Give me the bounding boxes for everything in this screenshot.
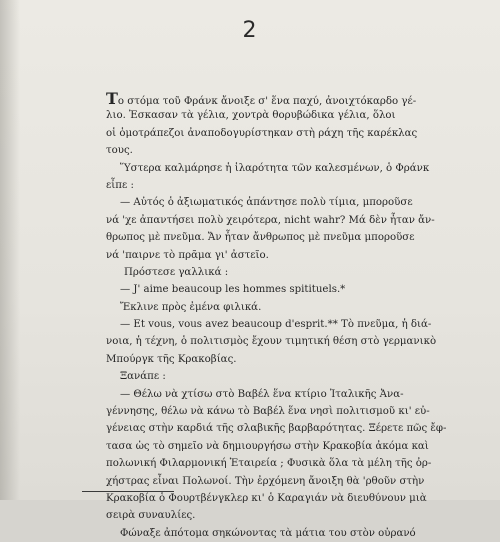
text-line-11: Πρόστεσε γαλλικά : — [124, 266, 229, 278]
text-line-14: — Et vous, vous avez beaucoup d'esprit.** Τὸ πνεῦμα, ἡ διά- — [120, 319, 432, 331]
drop-cap: Τ — [106, 89, 118, 108]
text-line-6: εἶπε : — [106, 179, 134, 191]
text-line-16: Μπούργκ τῆς Κρακοβίας. — [106, 353, 237, 365]
body-text — [106, 90, 446, 542]
text-line-21: τασα ὡς τὸ σημεῖο νὰ δημιουργήσω στὴν Κρακοβία ἀκόμα καὶ — [106, 440, 429, 452]
text-line-4: τους. — [106, 145, 133, 157]
text-line-20: γένειας στὴν καρδιά τῆς σλαβικῆς βαρβαρότητας. Ξέρετε πῶς ἔφ- — [106, 423, 447, 435]
text-line-8: νά 'χε ἀπαντήσει πολὺ χειρότερα, nicht wahr? Μά δὲν ἦταν ἄν- — [106, 214, 435, 226]
text-line-23: χήστρας εἶναι Πολωνοί. Τὴν ἐρχόμενη ἄνοιξη θὰ 'ρθοῦν στὴν — [106, 475, 425, 487]
text-line-10: νά 'παιρνε τὸ πρᾶμα γι' ἀστεῖο. — [106, 249, 269, 261]
text-line-26: Φώναξε ἀπότομα σηκώνοντας τὰ μάτια του στὸν οὐρανό — [120, 527, 416, 539]
text-line-15: νοια, ἡ τέχνη, ὁ πολιτισμὸς ἔχουν τιμητική θέση στὸ γερμανικὸ — [106, 336, 437, 348]
text-line-7: — Αὐτός ὁ ἀξιωματικός ἀπάντησε πολὺ τίμια, μποροῦσε — [120, 197, 413, 209]
text-line-1: Το στόμα τοῦ Φράνκ ἄνοιξε σ' ἕνα παχύ, ἀνοιχτόκαρδο γέ- — [106, 89, 417, 108]
text-line-22: πολωνική Φιλαρμονική Ἑταιρεία ; Φυσικὰ ὅλα τὰ μέλη τῆς ὀρ- — [106, 458, 432, 470]
text-line-18: — Θέλω νὰ χτίσω στὸ Βαβέλ ἕνα κτίριο Ἰταλικῆς Ἀνα- — [120, 388, 404, 400]
text-line-24: Κρακοβία ὁ Φουρτβένγκλερ κι' ὁ Καραγιάν νὰ διευθύνουν μιὰ — [106, 492, 427, 504]
text-line-3: οἱ ὁμοτράπεζοι ἀναποδογυρίστηκαν στὴ ράχη τῆς καρέκλας — [106, 127, 418, 139]
text-line-13: Ἔκλινε πρὸς ἐμένα φιλικά. — [120, 301, 262, 313]
chapter-number: 2 — [242, 18, 258, 43]
text-line-19: γέννησης, θέλω νὰ κάνω τὸ Βαβέλ ἕνα νησὶ πολιτισμοῦ κι' εὐ- — [106, 406, 430, 418]
footnote-divider — [82, 491, 174, 492]
page-gutter-shadow — [0, 0, 20, 500]
text-line-9: θρωπος μὲ πνεῦμα. Ἄν ἦταν ἄνθρωπος μὲ πνεῦμα μποροῦσε — [106, 232, 415, 244]
text-line-2: λιο. Ἐσκασαν τὰ γέλια, χοντρὰ θορυβώδικα γέλια, ὅλοι — [106, 110, 396, 122]
text-line-17: Ξανάπε : — [120, 371, 166, 383]
text-line-5: Ὕστερα καλμάρησε ἡ ἱλαρότητα τῶν καλεσμένων, ὁ Φράνκ — [120, 162, 430, 174]
text-line-25: σειρὰ συναυλίες. — [106, 510, 196, 522]
text-line-12: — J' aime beaucoup les hommes spitituels.* — [120, 284, 346, 296]
